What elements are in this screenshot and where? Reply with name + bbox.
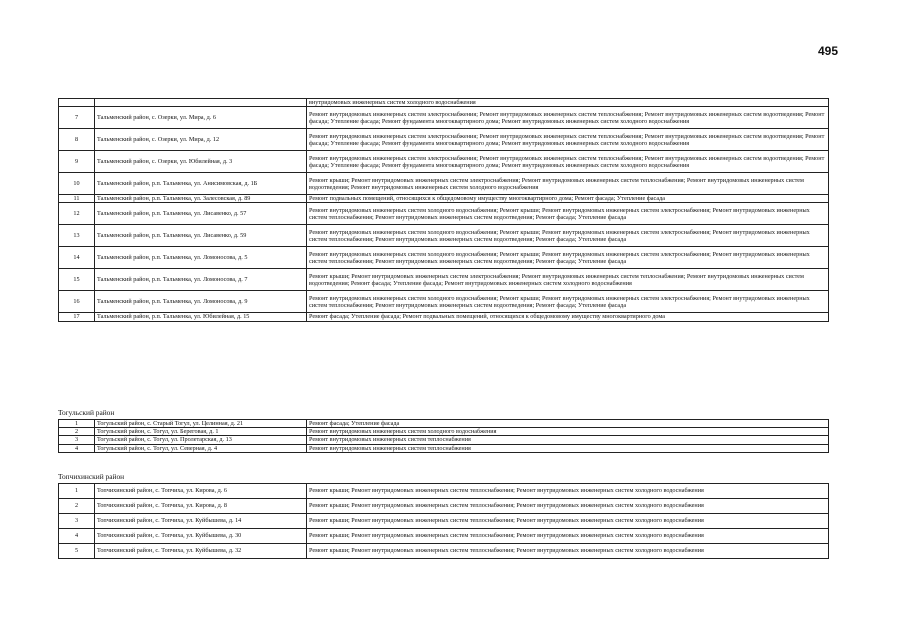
district-title-topchikha: Топчихинский район (58, 472, 125, 481)
row-works: Ремонт внутридомовых инженерных систем электроснабжения; Ремонт внутридомовых инженерных систем теплоснабжения; Ремонт внутридомовых инженерных систем водоотведения; Ремонт фасада; Утепление фасада; Ремонт фундамента многоквартирного дома; Ремонт внутридомовых инженерных систем холодного водоснабжения (307, 129, 829, 151)
row-address: Тогульский район, с. Тогул, ул. Северная, д. 4 (95, 444, 307, 452)
row-number: 13 (59, 225, 95, 247)
row-number: 11 (59, 195, 95, 203)
table-row (59, 313, 829, 321)
table-togul (58, 419, 828, 453)
row-works: Ремонт внутридомовых инженерных систем холодного водоснабжения; Ремонт крыши; Ремонт внутридомовых инженерных систем электроснабжения; Ремонт внутридомовых инженерных систем теплоснабжения; Ремонт внутридомовых инженерных систем водоотведения; Ремонт фасада; Утепление фасада (307, 247, 829, 269)
row-number: 5 (59, 544, 95, 559)
row-works: Ремонт крыши; Ремонт внутридомовых инженерных систем теплоснабжения; Ремонт внутридомовых инженерных систем холодного водоснабжения (307, 529, 829, 544)
row-works: Ремонт внутридомовых инженерных систем холодного водоснабжения; Ремонт крыши; Ремонт внутридомовых инженерных систем электроснабжения; Ремонт внутридомовых инженерных систем теплоснабжения; Ремонт внутридомовых инженерных систем водоотведения; Ремонт фасада; Утепление фасада (307, 203, 829, 225)
table-row (59, 420, 829, 428)
row-address: Тальменский район, р.п. Тальменка, ул. Ломоносова, д. 5 (95, 247, 307, 269)
row-address: Тальменский район, р.п. Тальменка, ул. Анисимовская, д. 1Б (95, 173, 307, 195)
row-works: Ремонт крыши; Ремонт внутридомовых инженерных систем теплоснабжения; Ремонт внутридомовых инженерных систем холодного водоснабжения (307, 544, 829, 559)
row-number: 10 (59, 173, 95, 195)
row-number: 16 (59, 291, 95, 313)
row-address: Тальменский район, р.п. Тальменка, ул. Лисавенко, д. 57 (95, 203, 307, 225)
row-address: Тальменский район, р.п. Тальменка, ул. Ломоносова, д. 9 (95, 291, 307, 313)
row-number: 8 (59, 129, 95, 151)
row-number: 9 (59, 151, 95, 173)
row-works: Ремонт подвальных помещений, относящихся к общедомовому имуществу многоквартирного дома; Ремонт фасада; Утепление фасада (307, 195, 829, 203)
row-address: Топчихинский район, с. Топчиха, ул. Кирова, д. 8 (95, 499, 307, 514)
table-row (59, 247, 829, 269)
row-address: Тогульский район, с. Тогул, ул. Пролетарская, д. 13 (95, 436, 307, 444)
district-title-togul: Тогульский район (58, 408, 115, 417)
row-number: 4 (59, 444, 95, 452)
table-row (59, 436, 829, 444)
table-row (59, 129, 829, 151)
row-works: Ремонт внутридомовых инженерных систем холодного водоснабжения; Ремонт крыши; Ремонт внутридомовых инженерных систем электроснабжения; Ремонт внутридомовых инженерных систем теплоснабжения; Ремонт внутридомовых инженерных систем водоотведения; Ремонт фасада; Утепление фасада (307, 225, 829, 247)
row-works: Ремонт фасада; Утепление фасада; Ремонт подвальных помещений, относящихся к общедомовому имуществу многоквартирного дома (307, 313, 829, 321)
row-number: 1 (59, 420, 95, 428)
row-address: Тальменский район, р.п. Тальменка, ул. Юбилейная, д. 15 (95, 313, 307, 321)
table-row (59, 203, 829, 225)
row-works: Ремонт внутридомовых инженерных систем электроснабжения; Ремонт внутридомовых инженерных систем теплоснабжения; Ремонт внутридомовых инженерных систем водоотведения; Ремонт фасада; Утепление фасада; Ремонт фундамента многоквартирного дома; Ремонт внутридомовых инженерных систем холодного водоснабжения (307, 151, 829, 173)
row-number: 17 (59, 313, 95, 321)
table-row (59, 225, 829, 247)
row-address: Тальменский район, р.п. Тальменка, ул. Залесовская, д. 89 (95, 195, 307, 203)
table-row (59, 444, 829, 452)
table-topchikha (58, 483, 828, 559)
table-row (59, 428, 829, 436)
row-number: 3 (59, 514, 95, 529)
table-row (59, 269, 829, 291)
table-row-continuation (59, 99, 829, 107)
table-row (59, 151, 829, 173)
row-works: Ремонт внутридомовых инженерных систем электроснабжения; Ремонт внутридомовых инженерных систем теплоснабжения; Ремонт внутридомовых инженерных систем водоотведения; Ремонт фасада; Утепление фасада; Ремонт фундамента многоквартирного дома; Ремонт внутридомовых инженерных систем холодного водоснабжения (307, 107, 829, 129)
row-address: Топчихинский район, с. Топчиха, ул. Куйбышева, д. 14 (95, 514, 307, 529)
table-row (59, 544, 829, 559)
row-works: Ремонт крыши; Ремонт внутридомовых инженерных систем теплоснабжения; Ремонт внутридомовых инженерных систем холодного водоснабжения (307, 514, 829, 529)
table-row (59, 514, 829, 529)
row-works: Ремонт внутридомовых инженерных систем холодного водоснабжения (307, 428, 829, 436)
row-address: Тальменский район, с. Озерки, ул. Мира, д. 6 (95, 107, 307, 129)
row-address: Тальменский район, р.п. Тальменка, ул. Лисавенко, д. 59 (95, 225, 307, 247)
row-works: Ремонт внутридомовых инженерных систем холодного водоснабжения; Ремонт крыши; Ремонт внутридомовых инженерных систем электроснабжения; Ремонт внутридомовых инженерных систем теплоснабжения; Ремонт внутридомовых инженерных систем водоотведения; Ремонт фасада; Утепление фасада (307, 291, 829, 313)
row-number: 2 (59, 428, 95, 436)
table-row (59, 499, 829, 514)
table-row (59, 529, 829, 544)
row-number: 2 (59, 499, 95, 514)
row-number: 7 (59, 107, 95, 129)
row-number: 3 (59, 436, 95, 444)
row-number: 12 (59, 203, 95, 225)
row-address: Тогульский район, с. Тогул, ул. Береговая, д. 1 (95, 428, 307, 436)
table-row (59, 484, 829, 499)
row-number: 1 (59, 484, 95, 499)
row-works: Ремонт фасада; Утепление фасада (307, 420, 829, 428)
table-row (59, 291, 829, 313)
row-works: Ремонт крыши; Ремонт внутридомовых инженерных систем электроснабжения; Ремонт внутридомовых инженерных систем теплоснабжения; Ремонт внутридомовых инженерных систем водоотведения; Ремонт внутридомовых инженерных систем холодного водоснабжения (307, 173, 829, 195)
row-address: Тальменский район, с. Озерки, ул. Юбилейная, д. 3 (95, 151, 307, 173)
row-works: Ремонт крыши; Ремонт внутридомовых инженерных систем теплоснабжения; Ремонт внутридомовых инженерных систем холодного водоснабжения (307, 484, 829, 499)
row-works: Ремонт крыши; Ремонт внутридомовых инженерных систем электроснабжения; Ремонт внутридомовых инженерных систем теплоснабжения; Ремонт внутридомовых инженерных систем водоотведения; Ремонт фасада; Утепление фасада; Ремонт внутридомовых инженерных систем холодного водоснабжения (307, 269, 829, 291)
table-talmenka (58, 98, 828, 322)
row-address: Тальменский район, р.п. Тальменка, ул. Ломоносова, д. 7 (95, 269, 307, 291)
row-works: Ремонт внутридомовых инженерных систем теплоснабжения (307, 444, 829, 452)
row-number: 14 (59, 247, 95, 269)
table-row (59, 195, 829, 203)
row-works: Ремонт крыши; Ремонт внутридомовых инженерных систем теплоснабжения; Ремонт внутридомовых инженерных систем холодного водоснабжения (307, 499, 829, 514)
table-row (59, 107, 829, 129)
row-address: Тальменский район, с. Озерки, ул. Мира, д. 12 (95, 129, 307, 151)
row-address (95, 99, 307, 107)
row-address: Топчихинский район, с. Топчиха, ул. Кирова, д. 6 (95, 484, 307, 499)
row-number (59, 99, 95, 107)
row-works: Ремонт внутридомовых инженерных систем теплоснабжения (307, 436, 829, 444)
row-works: внутридомовых инженерных систем холодного водоснабжения (307, 99, 829, 107)
row-address: Топчихинский район, с. Топчиха, ул. Куйбышева, д. 32 (95, 544, 307, 559)
row-number: 4 (59, 529, 95, 544)
row-address: Тогульский район, с. Старый Тогул, ул. Целинная, д. 21 (95, 420, 307, 428)
table-row (59, 173, 829, 195)
row-number: 15 (59, 269, 95, 291)
page-number: 495 (818, 44, 839, 58)
row-address: Топчихинский район, с. Топчиха, ул. Куйбышева, д. 30 (95, 529, 307, 544)
